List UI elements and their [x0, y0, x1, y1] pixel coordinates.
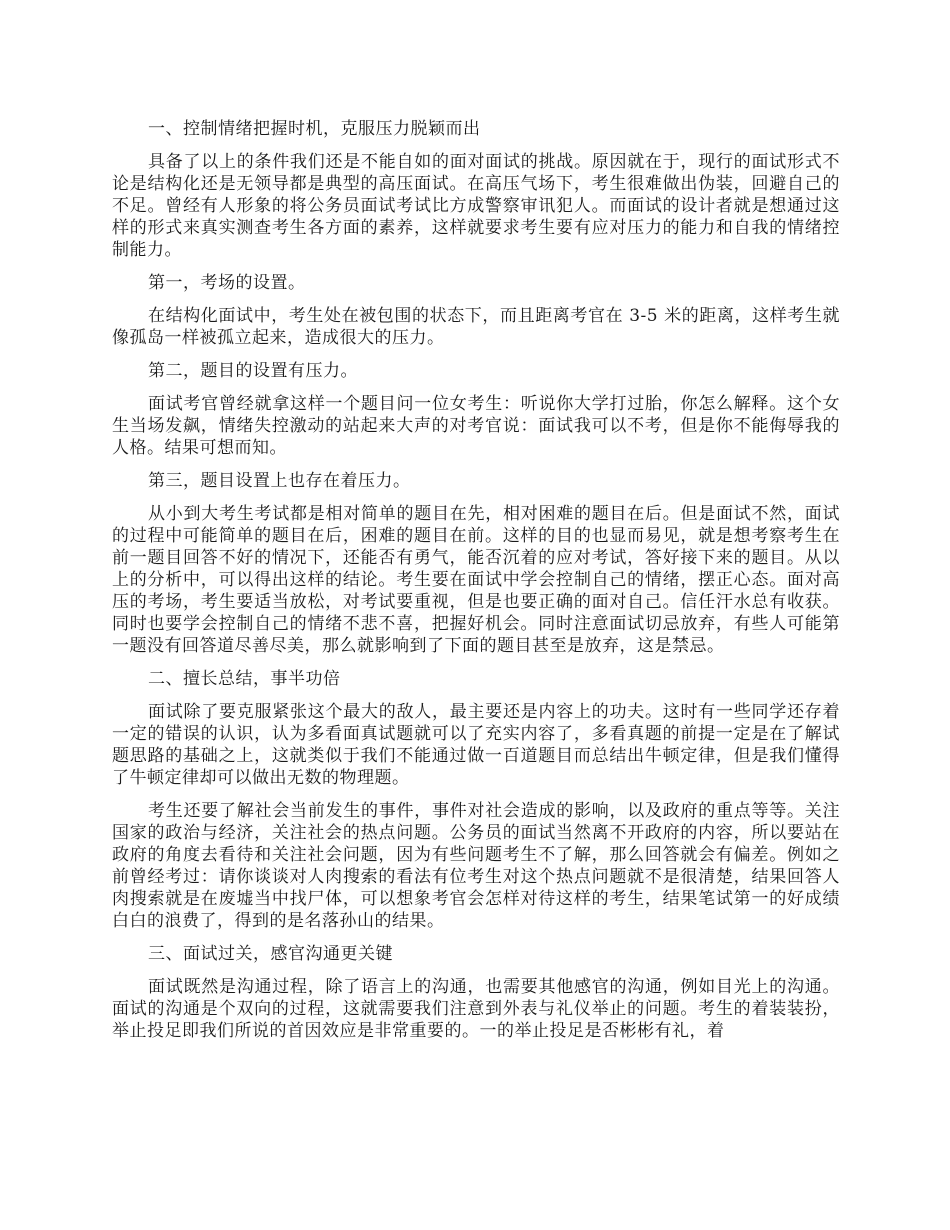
section-heading: 二、擅长总结，事半功倍 — [148, 669, 341, 689]
section-heading: 三、面试过关，感官沟通更关键 — [148, 944, 393, 964]
paragraph: 面试考官曾经就拿这样一个题目问一位女考生：听说你大学打过胎，你怎么解释。这个女生当场发飙，情绪失控激动的站起来大声的对考官说：面试我可以不考，但是你不能侮辱我的人格。结果可想而知。 — [112, 394, 840, 458]
document-page — [112, 118, 840, 1053]
paragraph: 具备了以上的条件我们还是不能自如的面对面试的挑战。原因就在于，现行的面试形式不论是结构化还是无领导都是典型的高压面试。在高压气场下，考生很难做出伪装，回避自己的不足。曾经有人形象的将公务员面试考试比方成警察审讯犯人。而面试的设计者就是想通过这样的形式来真实测查考生各方面的素养，这样就要求考生要有应对压力的能力和自我的情绪控制能力。 — [112, 152, 840, 260]
paragraph: 从小到大考生考试都是相对简单的题目在先，相对困难的题目在后。但是面试不然，面试的过程中可能简单的题目在后，困难的题目在前。这样的目的也显而易见，就是想考察考生在前一题目回答不好的情况下，还能否有勇气，能否沉着的应对考试，答好接下来的题目。从以上的分析中，可以得出这样的结论。考生要在面试中学会控制自己的情绪，摆正心态。面对高压的考场，考生要适当放松，对考试要重视，但是也要正确的面对自己。信任汗水总有收获。同时也要学会控制自己的情绪不悲不喜，把握好机会。同时注意面试切忌放弃，有些人可能第一题没有回答道尽善尽美，那么就影响到了下面的题目甚至是放弃，这是禁忌。 — [112, 504, 840, 656]
paragraph: 面试除了要克服紧张这个最大的敌人，最主要还是内容上的功夫。这时有一些同学还存着一定的错误的认识，认为多看面真试题就可以了充实内容了，多看真题的前提一定是在了解试题思路的基础之上，这就类似于我们不能通过做一百道题目而总结出牛顿定律，但是我们懂得了牛顿定律却可以做出无数的物理题。 — [112, 702, 840, 788]
paragraph: 面试既然是沟通过程，除了语言上的沟通，也需要其他感官的沟通，例如目光上的沟通。面试的沟通是个双向的过程，这就需要我们注意到外表与礼仪举止的问题。考生的着装装扮，举止投足即我们所说的首因效应是非常重要的。一的举止投足是否彬彬有礼，着 — [112, 977, 840, 1041]
subsection-heading: 第一，考场的设置。 — [148, 273, 306, 293]
paragraph: 考生还要了解社会当前发生的事件，事件对社会造成的影响，以及政府的重点等等。关注国家的政治与经济，关注社会的热点问题。公务员的面试当然离不开政府的内容，所以要站在政府的角度去看待和关注社会问题，因为有些问题考生不了解，那么回答就会有偏差。例如之前曾经考过：请你谈谈对人肉搜索的看法有位考生对这个热点问题就不是很清楚，结果回答人肉搜索就是在废墟当中找尸体，可以想象考官会怎样对待这样的考生，结果笔试第一的好成绩白白的浪费了，得到的是名落孙山的结果。 — [112, 801, 840, 931]
paragraph: 在结构化面试中，考生处在被包围的状态下，而且距离考官在 3-5 米的距离，这样考生就像孤岛一样被孤立起来，造成很大的压力。 — [112, 306, 840, 348]
section-heading: 一、控制情绪把握时机，克服压力脱颖而出 — [148, 119, 481, 139]
subsection-heading: 第二，题目的设置有压力。 — [148, 361, 358, 381]
subsection-heading: 第三，题目设置上也存在着压力。 — [148, 471, 411, 491]
